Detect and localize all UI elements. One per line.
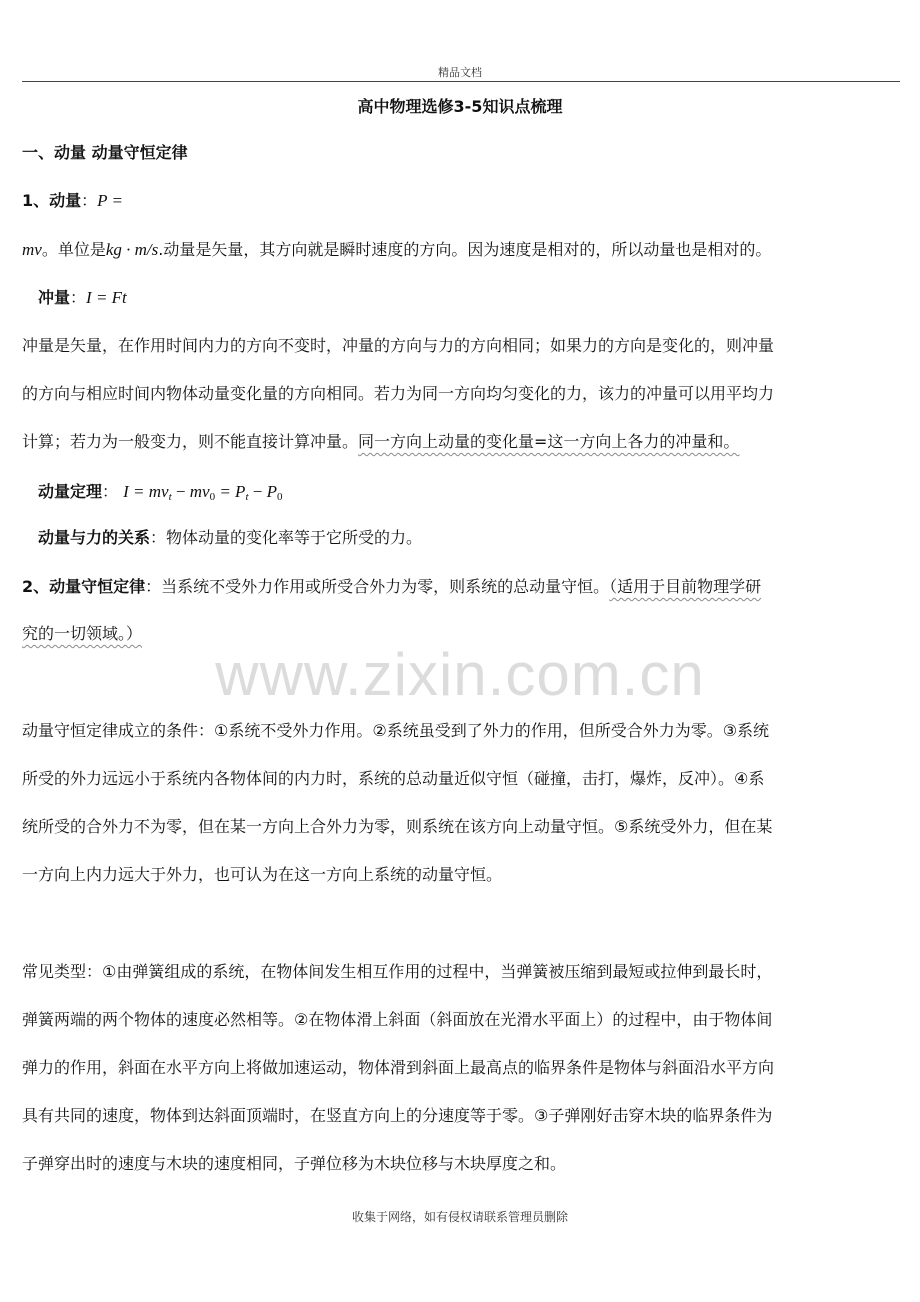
impulse-formula: I = Ft [86,288,127,307]
types-line3: 弹力的作用，斜面在水平方向上将做加速运动，物体滑到斜面上最高点的临界条件是物体与斜面沿水平方向 [22,1058,775,1077]
page-header: 精品文档 [438,66,482,79]
momentum-text: .动量是矢量，其方向就是瞬时速度的方向。因为速度是相对的，所以动量也是相对的。 [158,240,772,259]
conservation-label: 2、动量守恒定律 [22,577,146,596]
momentum-unit-prefix: 。单位是 [41,240,106,259]
momentum-unit: kg · m/s [105,240,159,259]
page-footer: 收集于网络，如有侵权请联系管理员删除 [351,1210,568,1224]
momentum-force-relation [38,526,914,550]
conservation-text: ：当系统不受外力作用或所受合外力为零，则系统的总动量守恒。 [145,577,610,596]
theorem-formula: $I = mv_t - mv_0 = P_t - P_0$ [123,482,283,503]
impulse-paragraph-line1: 冲量是矢量，在作用时间内力的方向不变时，冲量的方向与力的方向相同；如果力的方向是变化的，则冲量 [22,336,775,355]
momentum-formula-end: mv [22,240,42,259]
theorem-label: 动量定理 [38,482,103,501]
conditions-line2: 所受的外力远远小于系统内各物体间的内力时，系统的总动量近似守恒（碰撞，击打，爆炸，反冲）。④系 [22,769,765,788]
impulse-label: 冲量 [38,288,71,307]
momentum-theorem [38,480,914,504]
relation-text: ：物体动量的变化率等于它所受的力。 [150,528,423,547]
types-line2: 弹簧两端的两个物体的速度必然相等。②在物体滑上斜面（斜面放在光滑水平面上）的过程中，由于物体间 [22,1010,773,1029]
header-divider [22,81,900,82]
momentum-label: 1、动量 [22,191,82,210]
watermark: www.zixin.com.cn [215,641,705,708]
conservation-note-end: 究的一切领域。） [22,624,143,643]
conditions-line4: 一方向上内力远大于外力，也可认为在这一方向上系统的动量守恒。 [22,865,503,884]
momentum-formula-start: P = [97,191,123,210]
impulse-paragraph-line3 [22,430,898,454]
conservation-law-line1 [22,575,898,599]
document-title: 高中物理选修3-5知识点梳理 [357,97,563,116]
impulse-paragraph-line2: 的方向与相应时间内物体动量变化量的方向相同。若力为同一方向均匀变化的力，该力的冲量可以用平均力 [22,384,775,403]
conditions-line1: 动量守恒定律成立的条件：①系统不受外力作用。②系统虽受到了外力的作用，但所受合外力为零。③系统 [22,721,770,740]
theorem-sep: ： [102,482,119,501]
momentum-definition-line1 [22,189,898,213]
types-line4: 具有共同的速度，物体到达斜面顶端时，在竖直方向上的分速度等于零。③子弹刚好击穿木块的临界条件为 [22,1106,773,1125]
impulse-sep: ： [70,288,87,307]
impulse-paragraph-underlined: 同一方向上动量的变化量=这一方向上各力的冲量和。 [358,432,740,451]
conditions-line3: 统所受的合外力不为零，但在某一方向上合外力为零，则系统在该方向上动量守恒。⑤系统受外力，但在某 [22,817,773,836]
section-heading: 一、动量 动量守恒定律 [22,143,188,162]
momentum-sep: ： [81,191,98,210]
impulse-definition [38,286,914,310]
types-line5: 子弹穿出时的速度与木块的速度相同，子弹位移为木块位移与木块厚度之和。 [22,1154,567,1173]
momentum-definition-line2 [22,238,898,262]
relation-label: 动量与力的关系 [38,528,151,547]
conservation-note-start: （适用于目前物理学研 [609,577,762,596]
types-line1: 常见类型：①由弹簧组成的系统，在物体间发生相互作用的过程中，当弹簧被压缩到最短或拉伸到最长时， [22,962,773,981]
impulse-paragraph-text: 计算；若力为一般变力，则不能直接计算冲量。 [22,432,359,451]
